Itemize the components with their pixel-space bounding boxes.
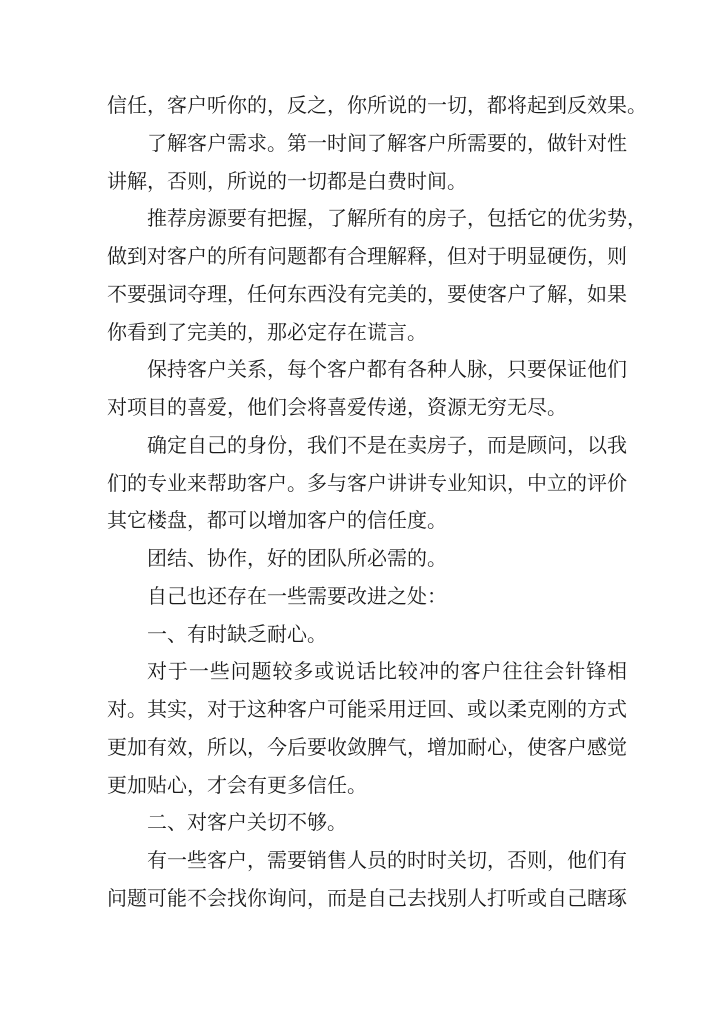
text-line: 有一些客户，需要销售人员的时时关切，否则，他们有 <box>147 848 627 872</box>
text-line: 不要强词夺理，任何东西没有完美的，要使客户了解，如果 <box>107 281 627 306</box>
text-line: 更加贴心，才会有更多信任。 <box>107 772 367 797</box>
text-line: 了解客户需求。第一时间了解客户所需要的，做针对性 <box>147 130 627 155</box>
text-line: 团结、协作，好的团队所必需的。 <box>147 546 447 570</box>
text-line: 对项目的喜爱，他们会将喜爱传递，资源无穷无尽。 <box>107 395 567 419</box>
text-line: 们的专业来帮助客户。多与客户讲讲专业知识，中立的评价 <box>107 470 627 495</box>
text-line: 一、有时缺乏耐心。 <box>147 621 327 646</box>
text-line: 信任，客户听你的，反之，你所说的一切，都将起到反效果。 <box>107 93 647 117</box>
text-line: 对于一些问题较多或说话比较冲的客户往往会针锋相 <box>147 659 627 684</box>
text-line: 其它楼盘，都可以增加客户的信任度。 <box>107 508 447 533</box>
text-line: 对。其实，对于这种客户可能采用迂回、或以柔克刚的方式 <box>107 697 627 721</box>
text-line: 自己也还存在一些需要改进之处： <box>147 583 447 608</box>
text-line: 问题可能不会找你询问，而是自己去找别人打听或自己瞎琢 <box>107 885 627 910</box>
text-line: 更加有效，所以，今后要收敛脾气，增加耐心，使客户感觉 <box>107 734 627 759</box>
text-line: 保持客户关系，每个客户都有各种人脉，只要保证他们 <box>147 357 627 382</box>
text-line: 做到对客户的所有问题都有合理解释，但对于明显硬伤，则 <box>107 244 627 268</box>
text-line: 确定自己的身份，我们不是在卖房子，而是顾问，以我 <box>147 432 627 457</box>
text-line: 你看到了完美的，那必定存在谎言。 <box>107 319 427 344</box>
text-line: 讲解，否则，所说的一切都是白费时间。 <box>107 168 467 193</box>
text-line: 二、对客户关切不够。 <box>147 810 347 835</box>
text-line: 推荐房源要有把握，了解所有的房子，包括它的优劣势， <box>147 206 647 231</box>
document-body <box>107 87 647 918</box>
